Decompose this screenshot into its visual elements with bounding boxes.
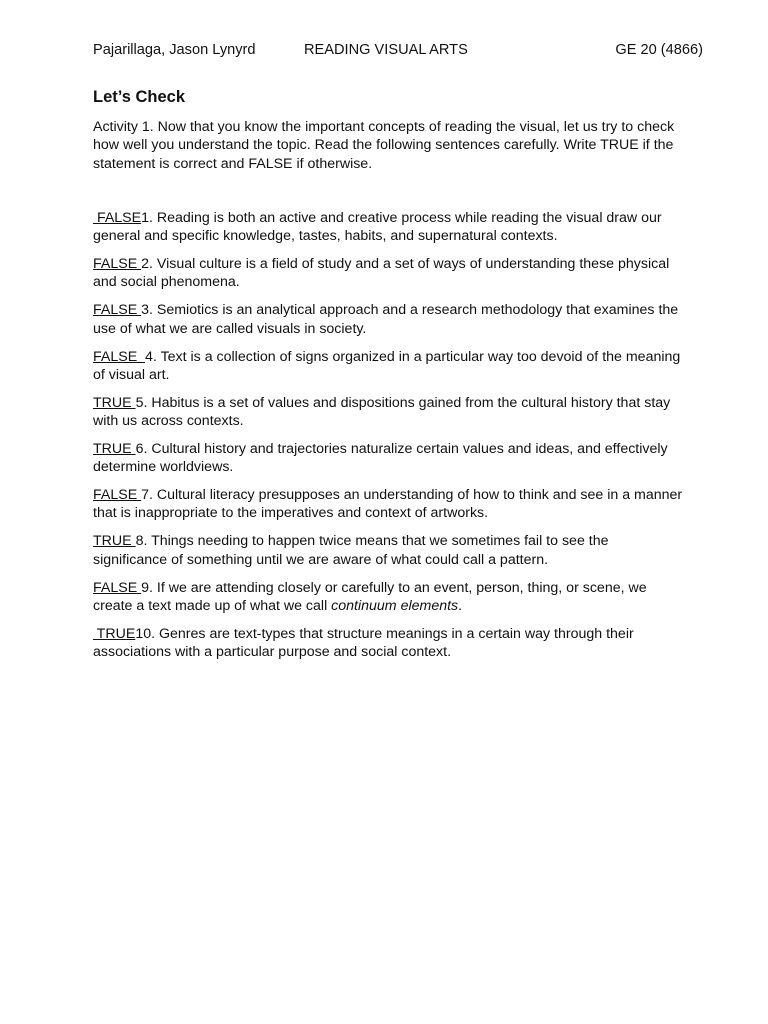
statement-text: 6. Cultural history and trajectories naturalize certain values and ideas, and effectively determine worldviews. <box>93 440 668 476</box>
answer-blank: TRUE <box>93 394 136 411</box>
list-item <box>93 625 683 662</box>
answer-blank: FALSE <box>93 579 142 596</box>
italic-term: continuum elements <box>331 597 459 614</box>
course-title: READING VISUAL ARTS <box>304 42 468 58</box>
course-code: GE 20 (4866) <box>615 42 703 58</box>
list-item <box>93 440 683 477</box>
statement-text: 1. Reading is both an active and creative process while reading the visual draw our general and specific knowledge, tastes, habits, and supernatural contexts. <box>93 210 662 245</box>
answer-blank: TRUE <box>93 533 136 550</box>
statement-text: 2. Visual culture is a field of study and a set of ways of understanding these physical and social phenomena. <box>93 256 670 291</box>
section-title: Let’s Check <box>93 88 186 106</box>
list-item <box>93 579 683 616</box>
list-item <box>93 394 683 431</box>
statement-tail: . <box>458 597 463 614</box>
answer-blank: TRUE <box>93 440 136 457</box>
list-item <box>93 348 683 385</box>
answer-blank: FALSE <box>93 210 142 226</box>
statement-text: 9. If we are attending closely or carefully to an event, person, thing, or scene, we create a text made up of what we call <box>93 579 647 614</box>
statement-text: 5. Habitus is a set of values and dispositions gained from the cultural history that stay with us across contexts. <box>93 394 671 430</box>
activity-instructions: Activity 1. Now that you know the important concepts of reading the visual, let us try to check how well you understand the topic. Read the following sentences carefully. Write TRUE if the statement is correct and FALSE if otherwise. <box>93 119 675 172</box>
list-item <box>93 301 683 338</box>
list-item <box>93 532 683 569</box>
statement-text: 3. Semiotics is an analytical approach and a research methodology that examines the use of what we are called visuals in society. <box>93 302 679 337</box>
answer-blank: TRUE <box>93 625 136 642</box>
statement-text: 8. Things needing to happen twice means that we sometimes fail to see the significance of something until we are aware of what could call a pattern. <box>93 533 609 568</box>
student-name: Pajarillaga, Jason Lynyrd <box>93 42 256 58</box>
statement-text: 7. Cultural literacy presupposes an understanding of how to think and see in a manner that is inappropriate to the imperatives and context of artworks. <box>93 487 683 522</box>
list-item <box>93 209 683 246</box>
answer-blank: FALSE <box>93 256 142 273</box>
answer-blank: FALSE <box>93 302 142 319</box>
statement-text: 10. Genres are text-types that structure meanings in a certain way through their associations with a particular purpose and social context. <box>93 625 634 660</box>
statement-text: 4. Text is a collection of signs organized in a particular way too devoid of the meaning of visual art. <box>93 348 681 383</box>
answer-blank: FALSE <box>93 348 146 365</box>
answer-list <box>93 209 683 671</box>
list-item <box>93 255 683 292</box>
list-item <box>93 486 683 523</box>
answer-blank: FALSE <box>93 487 142 504</box>
